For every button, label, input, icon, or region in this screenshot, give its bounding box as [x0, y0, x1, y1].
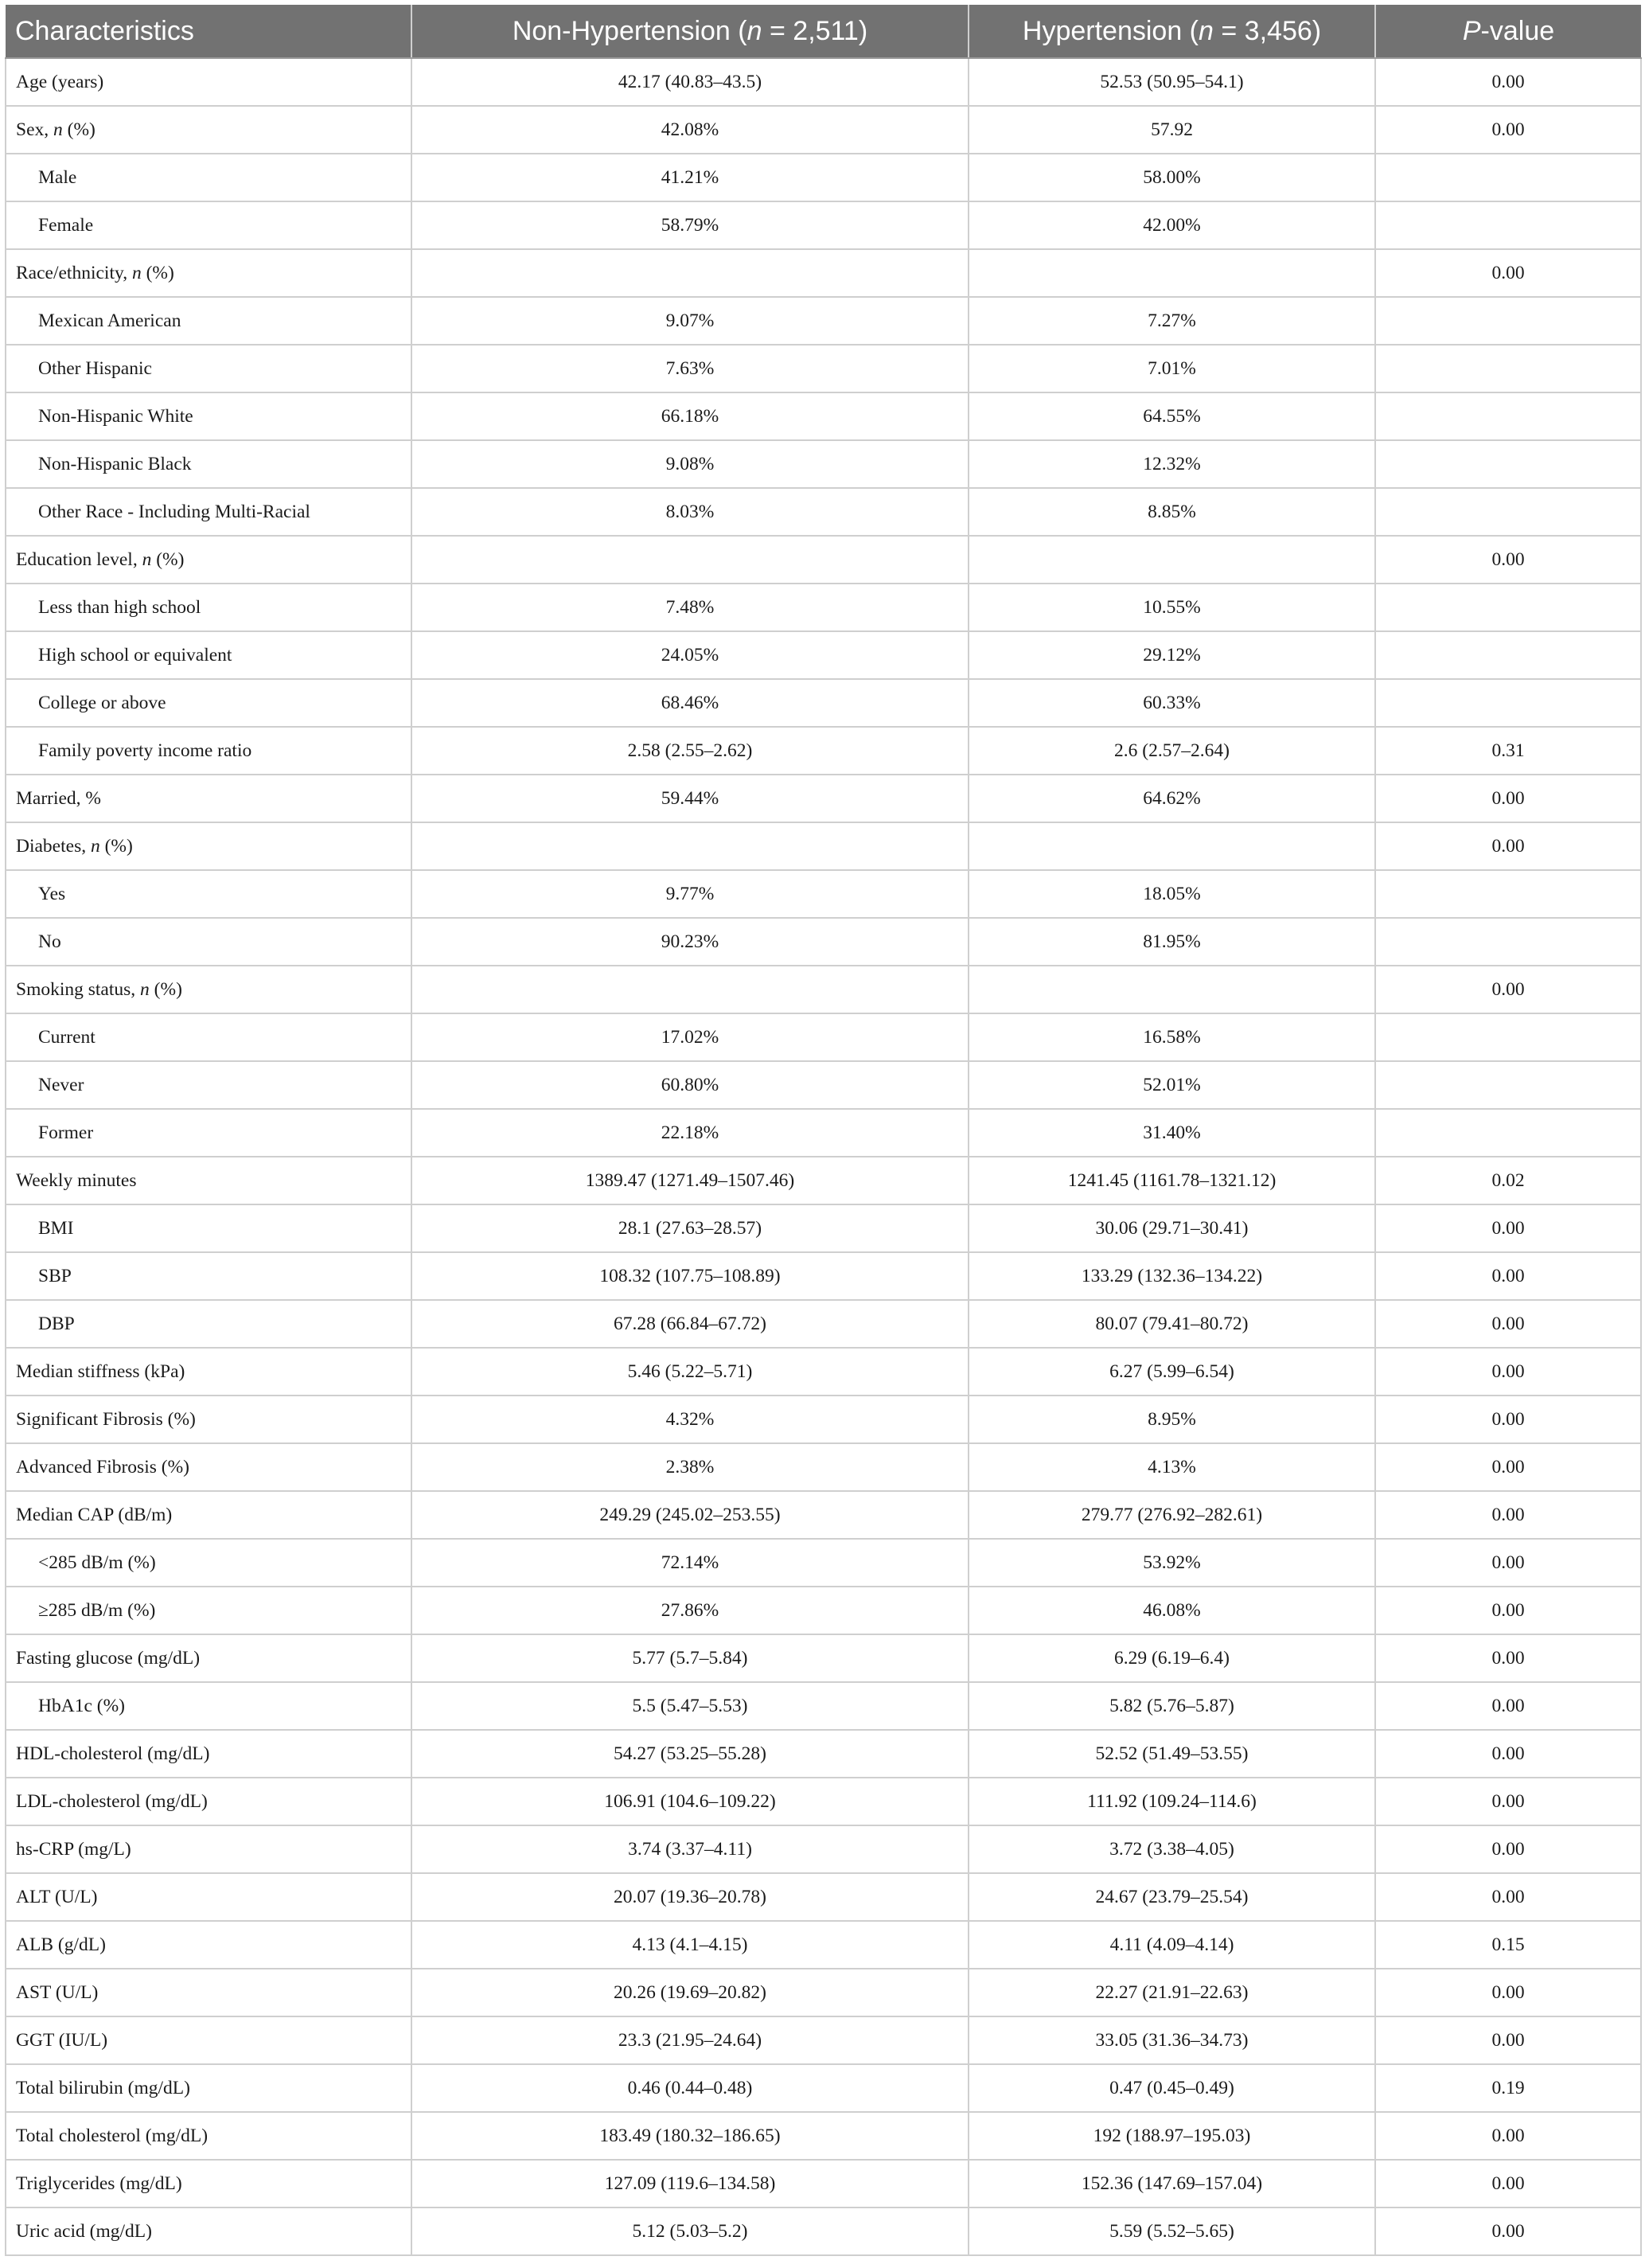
- hypertension-value: 60.33%: [969, 679, 1375, 727]
- hypertension-value: 4.13%: [969, 1443, 1375, 1491]
- table-row: [6, 1061, 1641, 1109]
- hypertension-value: 6.29 (6.19–6.4): [969, 1634, 1375, 1682]
- table-row: [6, 2207, 1641, 2255]
- non-hypertension-value: 42.17 (40.83–43.5): [411, 58, 969, 106]
- row-label: Uric acid (mg/dL): [6, 2207, 411, 2255]
- header-characteristics: Characteristics: [6, 5, 411, 58]
- row-label: ≥285 dB/m (%): [6, 1587, 411, 1634]
- table-row: [6, 1252, 1641, 1300]
- hypertension-value: 42.00%: [969, 201, 1375, 249]
- row-label: Never: [6, 1061, 411, 1109]
- non-hypertension-value: 2.38%: [411, 1443, 969, 1491]
- table-row: [6, 1443, 1641, 1491]
- row-label: No: [6, 918, 411, 966]
- non-hypertension-value: [411, 536, 969, 584]
- hypertension-value: 152.36 (147.69–157.04): [969, 2160, 1375, 2207]
- table-row: [6, 392, 1641, 440]
- table-row: [6, 966, 1641, 1013]
- hypertension-value: 29.12%: [969, 631, 1375, 679]
- p-value: [1375, 1109, 1641, 1157]
- non-hypertension-value: 66.18%: [411, 392, 969, 440]
- non-hypertension-value: 106.91 (104.6–109.22): [411, 1778, 969, 1825]
- hypertension-value: 18.05%: [969, 870, 1375, 918]
- hypertension-value: 5.82 (5.76–5.87): [969, 1682, 1375, 1730]
- non-hypertension-value: 1389.47 (1271.49–1507.46): [411, 1157, 969, 1204]
- table-row: [6, 440, 1641, 488]
- row-label: Female: [6, 201, 411, 249]
- p-value: 0.00: [1375, 1587, 1641, 1634]
- p-value: [1375, 679, 1641, 727]
- p-value: 0.02: [1375, 1157, 1641, 1204]
- row-label: Non-Hispanic White: [6, 392, 411, 440]
- hypertension-value: 4.11 (4.09–4.14): [969, 1921, 1375, 1969]
- row-label: Family poverty income ratio: [6, 727, 411, 775]
- row-label: Total bilirubin (mg/dL): [6, 2064, 411, 2112]
- non-hypertension-value: 58.79%: [411, 201, 969, 249]
- table-row: [6, 1348, 1641, 1396]
- p-value: 0.15: [1375, 1921, 1641, 1969]
- row-label: Less than high school: [6, 584, 411, 631]
- p-value: 0.00: [1375, 1825, 1641, 1873]
- row-label: Yes: [6, 870, 411, 918]
- p-value: 0.00: [1375, 1730, 1641, 1778]
- table-row: [6, 2112, 1641, 2160]
- table-row: [6, 1921, 1641, 1969]
- p-value: 0.31: [1375, 727, 1641, 775]
- hypertension-value: [969, 822, 1375, 870]
- characteristics-table-container: [5, 5, 1640, 2256]
- table-row: [6, 2064, 1641, 2112]
- table-row: [6, 2160, 1641, 2207]
- table-row: [6, 679, 1641, 727]
- hypertension-value: 30.06 (29.71–30.41): [969, 1204, 1375, 1252]
- non-hypertension-value: [411, 966, 969, 1013]
- p-value: 0.00: [1375, 2207, 1641, 2255]
- hypertension-value: 46.08%: [969, 1587, 1375, 1634]
- header-p-value: P-value: [1375, 5, 1641, 58]
- row-label: hs-CRP (mg/L): [6, 1825, 411, 1873]
- row-label: Age (years): [6, 58, 411, 106]
- hypertension-value: 22.27 (21.91–22.63): [969, 1969, 1375, 2016]
- hypertension-value: 12.32%: [969, 440, 1375, 488]
- p-value: 0.00: [1375, 106, 1641, 154]
- p-value: [1375, 201, 1641, 249]
- table-row: [6, 1825, 1641, 1873]
- non-hypertension-value: [411, 249, 969, 297]
- non-hypertension-value: 22.18%: [411, 1109, 969, 1157]
- p-value: 0.19: [1375, 2064, 1641, 2112]
- table-row: [6, 1682, 1641, 1730]
- row-label: Significant Fibrosis (%): [6, 1396, 411, 1443]
- row-label: HDL-cholesterol (mg/dL): [6, 1730, 411, 1778]
- hypertension-value: [969, 249, 1375, 297]
- table-row: [6, 1539, 1641, 1587]
- row-label: High school or equivalent: [6, 631, 411, 679]
- row-label: ALT (U/L): [6, 1873, 411, 1921]
- non-hypertension-value: 27.86%: [411, 1587, 969, 1634]
- table-body: [6, 58, 1641, 2255]
- hypertension-value: [969, 966, 1375, 1013]
- header-non-hypertension: Non-Hypertension (n = 2,511): [411, 5, 969, 58]
- characteristics-table: [5, 5, 1642, 2256]
- header-hypertension: Hypertension (n = 3,456): [969, 5, 1375, 58]
- table-row: [6, 918, 1641, 966]
- row-label: Other Race - Including Multi-Racial: [6, 488, 411, 536]
- non-hypertension-value: 59.44%: [411, 775, 969, 822]
- table-row: [6, 1634, 1641, 1682]
- table-row: [6, 727, 1641, 775]
- table-row: [6, 1157, 1641, 1204]
- hypertension-value: [969, 536, 1375, 584]
- non-hypertension-value: 8.03%: [411, 488, 969, 536]
- row-label: AST (U/L): [6, 1969, 411, 2016]
- p-value: [1375, 154, 1641, 201]
- table-row: [6, 1587, 1641, 1634]
- row-label: Triglycerides (mg/dL): [6, 2160, 411, 2207]
- hypertension-value: 133.29 (132.36–134.22): [969, 1252, 1375, 1300]
- p-value: 0.00: [1375, 1300, 1641, 1348]
- table-row: [6, 488, 1641, 536]
- row-label: Non-Hispanic Black: [6, 440, 411, 488]
- non-hypertension-value: 3.74 (3.37–4.11): [411, 1825, 969, 1873]
- hypertension-value: 33.05 (31.36–34.73): [969, 2016, 1375, 2064]
- row-label: Married, %: [6, 775, 411, 822]
- row-label: LDL-cholesterol (mg/dL): [6, 1778, 411, 1825]
- row-label: DBP: [6, 1300, 411, 1348]
- p-value: 0.00: [1375, 1873, 1641, 1921]
- row-label: ALB (g/dL): [6, 1921, 411, 1969]
- table-row: [6, 1396, 1641, 1443]
- non-hypertension-value: 5.46 (5.22–5.71): [411, 1348, 969, 1396]
- non-hypertension-value: 67.28 (66.84–67.72): [411, 1300, 969, 1348]
- row-label: Median CAP (dB/m): [6, 1491, 411, 1539]
- hypertension-value: 5.59 (5.52–5.65): [969, 2207, 1375, 2255]
- non-hypertension-value: 108.32 (107.75–108.89): [411, 1252, 969, 1300]
- non-hypertension-value: 60.80%: [411, 1061, 969, 1109]
- non-hypertension-value: 4.13 (4.1–4.15): [411, 1921, 969, 1969]
- p-value: 0.00: [1375, 822, 1641, 870]
- hypertension-value: 81.95%: [969, 918, 1375, 966]
- table-row: [6, 1204, 1641, 1252]
- hypertension-value: 2.6 (2.57–2.64): [969, 727, 1375, 775]
- row-label: Smoking status, n (%): [6, 966, 411, 1013]
- row-label: Weekly minutes: [6, 1157, 411, 1204]
- hypertension-value: 80.07 (79.41–80.72): [969, 1300, 1375, 1348]
- header-row: [6, 5, 1641, 58]
- row-label: Male: [6, 154, 411, 201]
- table-row: [6, 58, 1641, 106]
- table-row: [6, 2016, 1641, 2064]
- non-hypertension-value: 20.07 (19.36–20.78): [411, 1873, 969, 1921]
- hypertension-value: 24.67 (23.79–25.54): [969, 1873, 1375, 1921]
- table-row: [6, 1491, 1641, 1539]
- row-label: Sex, n (%): [6, 106, 411, 154]
- table-row: [6, 1013, 1641, 1061]
- non-hypertension-value: 2.58 (2.55–2.62): [411, 727, 969, 775]
- row-label: Former: [6, 1109, 411, 1157]
- non-hypertension-value: 17.02%: [411, 1013, 969, 1061]
- hypertension-value: 7.01%: [969, 345, 1375, 392]
- table-row: [6, 1300, 1641, 1348]
- table-row: [6, 584, 1641, 631]
- p-value: 0.00: [1375, 775, 1641, 822]
- table-row: [6, 1778, 1641, 1825]
- non-hypertension-value: 5.77 (5.7–5.84): [411, 1634, 969, 1682]
- table-row: [6, 154, 1641, 201]
- row-label: HbA1c (%): [6, 1682, 411, 1730]
- table-header: [6, 5, 1641, 58]
- p-value: 0.00: [1375, 1539, 1641, 1587]
- non-hypertension-value: 7.48%: [411, 584, 969, 631]
- non-hypertension-value: 4.32%: [411, 1396, 969, 1443]
- table-row: [6, 1109, 1641, 1157]
- table-row: [6, 345, 1641, 392]
- non-hypertension-value: 68.46%: [411, 679, 969, 727]
- p-value: 0.00: [1375, 1252, 1641, 1300]
- non-hypertension-value: 24.05%: [411, 631, 969, 679]
- row-label: BMI: [6, 1204, 411, 1252]
- hypertension-value: 192 (188.97–195.03): [969, 2112, 1375, 2160]
- row-label: Advanced Fibrosis (%): [6, 1443, 411, 1491]
- table-row: [6, 1873, 1641, 1921]
- p-value: 0.00: [1375, 1969, 1641, 2016]
- p-value: [1375, 392, 1641, 440]
- non-hypertension-value: 90.23%: [411, 918, 969, 966]
- p-value: [1375, 1061, 1641, 1109]
- non-hypertension-value: 0.46 (0.44–0.48): [411, 2064, 969, 2112]
- non-hypertension-value: 42.08%: [411, 106, 969, 154]
- hypertension-value: 53.92%: [969, 1539, 1375, 1587]
- table-row: [6, 249, 1641, 297]
- p-value: 0.00: [1375, 1682, 1641, 1730]
- non-hypertension-value: 41.21%: [411, 154, 969, 201]
- row-label: Mexican American: [6, 297, 411, 345]
- table-row: [6, 106, 1641, 154]
- p-value: 0.00: [1375, 536, 1641, 584]
- hypertension-value: 10.55%: [969, 584, 1375, 631]
- hypertension-value: 64.55%: [969, 392, 1375, 440]
- table-row: [6, 822, 1641, 870]
- non-hypertension-value: 127.09 (119.6–134.58): [411, 2160, 969, 2207]
- row-label: Current: [6, 1013, 411, 1061]
- p-value: 0.00: [1375, 58, 1641, 106]
- p-value: 0.00: [1375, 1443, 1641, 1491]
- table-row: [6, 201, 1641, 249]
- table-row: [6, 631, 1641, 679]
- row-label: SBP: [6, 1252, 411, 1300]
- p-value: [1375, 584, 1641, 631]
- hypertension-value: 52.52 (51.49–53.55): [969, 1730, 1375, 1778]
- p-value: [1375, 488, 1641, 536]
- non-hypertension-value: 9.07%: [411, 297, 969, 345]
- row-label: GGT (IU/L): [6, 2016, 411, 2064]
- hypertension-value: 0.47 (0.45–0.49): [969, 2064, 1375, 2112]
- p-value: [1375, 1013, 1641, 1061]
- p-value: 0.00: [1375, 249, 1641, 297]
- hypertension-value: 1241.45 (1161.78–1321.12): [969, 1157, 1375, 1204]
- p-value: 0.00: [1375, 1491, 1641, 1539]
- p-value: [1375, 440, 1641, 488]
- hypertension-value: 57.92: [969, 106, 1375, 154]
- hypertension-value: 52.53 (50.95–54.1): [969, 58, 1375, 106]
- p-value: 0.00: [1375, 1634, 1641, 1682]
- p-value: [1375, 345, 1641, 392]
- row-label: Total cholesterol (mg/dL): [6, 2112, 411, 2160]
- row-label: College or above: [6, 679, 411, 727]
- non-hypertension-value: 20.26 (19.69–20.82): [411, 1969, 969, 2016]
- p-value: [1375, 297, 1641, 345]
- p-value: 0.00: [1375, 1778, 1641, 1825]
- p-value: 0.00: [1375, 2160, 1641, 2207]
- row-label: Race/ethnicity, n (%): [6, 249, 411, 297]
- hypertension-value: 7.27%: [969, 297, 1375, 345]
- table-row: [6, 536, 1641, 584]
- non-hypertension-value: 7.63%: [411, 345, 969, 392]
- non-hypertension-value: 54.27 (53.25–55.28): [411, 1730, 969, 1778]
- p-value: [1375, 870, 1641, 918]
- p-value: 0.00: [1375, 1204, 1641, 1252]
- hypertension-value: 58.00%: [969, 154, 1375, 201]
- non-hypertension-value: 5.12 (5.03–5.2): [411, 2207, 969, 2255]
- row-label: Median stiffness (kPa): [6, 1348, 411, 1396]
- table-row: [6, 1969, 1641, 2016]
- non-hypertension-value: 23.3 (21.95–24.64): [411, 2016, 969, 2064]
- hypertension-value: 8.85%: [969, 488, 1375, 536]
- table-row: [6, 870, 1641, 918]
- non-hypertension-value: 249.29 (245.02–253.55): [411, 1491, 969, 1539]
- non-hypertension-value: 28.1 (27.63–28.57): [411, 1204, 969, 1252]
- hypertension-value: 279.77 (276.92–282.61): [969, 1491, 1375, 1539]
- hypertension-value: 3.72 (3.38–4.05): [969, 1825, 1375, 1873]
- non-hypertension-value: 183.49 (180.32–186.65): [411, 2112, 969, 2160]
- non-hypertension-value: 72.14%: [411, 1539, 969, 1587]
- row-label: Other Hispanic: [6, 345, 411, 392]
- p-value: [1375, 918, 1641, 966]
- p-value: 0.00: [1375, 1396, 1641, 1443]
- hypertension-value: 111.92 (109.24–114.6): [969, 1778, 1375, 1825]
- table-row: [6, 297, 1641, 345]
- row-label: Education level, n (%): [6, 536, 411, 584]
- p-value: [1375, 631, 1641, 679]
- hypertension-value: 16.58%: [969, 1013, 1375, 1061]
- hypertension-value: 64.62%: [969, 775, 1375, 822]
- hypertension-value: 52.01%: [969, 1061, 1375, 1109]
- row-label: Fasting glucose (mg/dL): [6, 1634, 411, 1682]
- table-row: [6, 1730, 1641, 1778]
- p-value: 0.00: [1375, 966, 1641, 1013]
- non-hypertension-value: [411, 822, 969, 870]
- non-hypertension-value: 9.08%: [411, 440, 969, 488]
- non-hypertension-value: 9.77%: [411, 870, 969, 918]
- p-value: 0.00: [1375, 1348, 1641, 1396]
- row-label: <285 dB/m (%): [6, 1539, 411, 1587]
- p-value: 0.00: [1375, 2112, 1641, 2160]
- p-value: 0.00: [1375, 2016, 1641, 2064]
- table-row: [6, 775, 1641, 822]
- row-label: Diabetes, n (%): [6, 822, 411, 870]
- hypertension-value: 8.95%: [969, 1396, 1375, 1443]
- hypertension-value: 6.27 (5.99–6.54): [969, 1348, 1375, 1396]
- hypertension-value: 31.40%: [969, 1109, 1375, 1157]
- non-hypertension-value: 5.5 (5.47–5.53): [411, 1682, 969, 1730]
